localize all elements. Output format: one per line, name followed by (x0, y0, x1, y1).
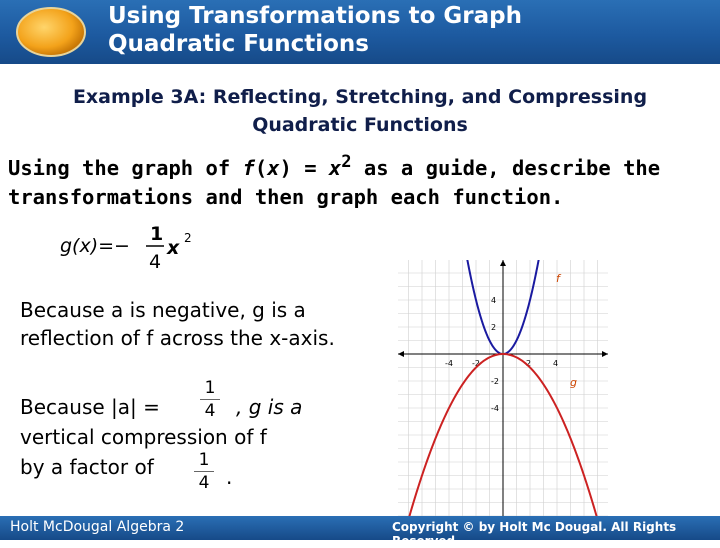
instruction-x2: x (328, 155, 342, 180)
formula-denominator: 4 (149, 251, 162, 273)
y-tick-label: -4 (491, 404, 499, 413)
instruction-exponent: 2 (341, 152, 352, 172)
factor-fraction-numerator: 1 (198, 450, 210, 470)
curve-label-g: g (570, 376, 577, 389)
coordinate-graph (398, 260, 608, 522)
example-title-line2: Quadratic Functions (252, 114, 468, 136)
instruction-text: Using the graph of $f(x) = x^2$ as a guide, describe the transformations and then graph each function. (8, 152, 661, 209)
compression-fraction-denominator: 4 (204, 401, 216, 421)
instruction-f: f (242, 155, 255, 180)
slide-title-line1: Using Transformations to Graph (108, 3, 522, 29)
y-tick-label: -2 (491, 377, 499, 386)
compression-part1: Because |a| = (20, 395, 160, 419)
compression-fraction-bar (200, 399, 220, 400)
formula-exponent: 2 (184, 231, 192, 245)
factor-period: . (226, 465, 233, 489)
factor-fraction-denominator: 4 (198, 473, 210, 493)
compression-line3: by a factor of (20, 455, 154, 479)
footer-bar (0, 516, 720, 548)
formula-lhs: g(x)=− (60, 235, 130, 257)
instruction-part2: as a guide, describe the transformations and then graph each function. (8, 155, 661, 209)
curve-label-f: f (556, 272, 560, 285)
formula-numerator: 1 (150, 223, 164, 245)
header-bar (0, 0, 720, 64)
orange-circle-logo-icon (6, 4, 96, 60)
slide-title (108, 2, 522, 58)
example-title (0, 83, 720, 139)
compression-fraction-numerator: 1 (204, 378, 216, 398)
x-tick-label: 4 (553, 359, 559, 368)
compression-fraction (200, 378, 220, 421)
x-tick-label: -2 (472, 359, 480, 368)
footer-copyright: Copyright © by Holt Mc Dougal. All Rights Reserved. (392, 520, 677, 548)
instruction-part1: Using the graph of (8, 155, 243, 180)
y-tick-label: 4 (491, 296, 497, 305)
factor-fraction (194, 450, 214, 493)
x-axis-arrow-right (602, 351, 608, 357)
compression-line2: vertical compression of f (20, 425, 267, 449)
formula-g-of-x (60, 222, 210, 282)
y-tick-label: 2 (491, 323, 497, 332)
slide-title-line2: Quadratic Functions (108, 31, 369, 57)
footer-book-title: Holt McDougal Algebra 2 (10, 519, 185, 535)
x-tick-label: -4 (445, 359, 453, 368)
reflection-explanation: Because a is negative, g is a reflection of f across the x-axis. (20, 298, 335, 350)
instruction-x: x (267, 155, 280, 180)
example-title-line1: Example 3A: Reflecting, Stretching, and Compressing (72, 86, 648, 108)
y-axis-arrow-up (500, 260, 506, 266)
factor-fraction-bar (194, 471, 214, 472)
compression-part2: , g is a (236, 395, 303, 419)
x-axis-arrow-left (398, 351, 404, 357)
x-tick-label: 2 (526, 359, 532, 368)
formula-var: x (167, 237, 180, 259)
